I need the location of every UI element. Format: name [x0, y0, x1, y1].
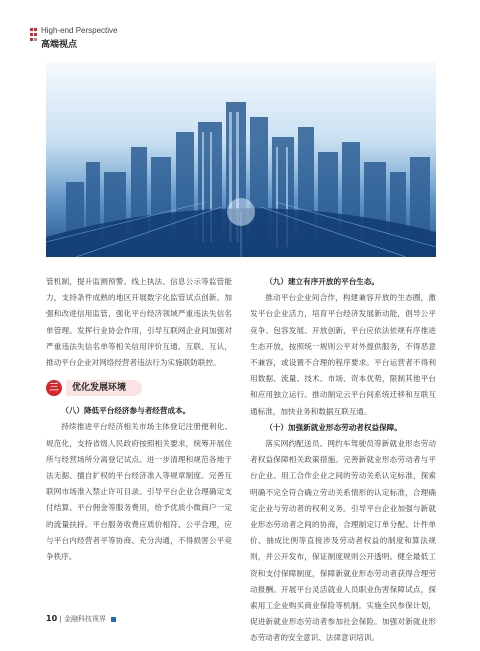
left-column: [46, 274, 232, 565]
paragraph: 推动平台企业间合作，构建兼容开放的生态圈，激发平台企业活力，培育平台经济发展新动能，倡导公平竞争、包容发展、开放创新，平台应依法依规有序推进生态开放，按照统一规则公平对外提供服务，不得恶意不兼容，或设置不合理的程序要求。平台运营者不得利用数据、流量、技术、市场、资本优势，限制其他平台和应用独立运行。推动制定云平台间系统迁移和互联互通标准，加快业务和数据互联互通。: [250, 293, 436, 416]
subheading-8: （八）降低平台经济参与者经营成本。: [61, 406, 191, 416]
section-number-badge: 三: [46, 380, 62, 396]
logo-dots-icon: [30, 28, 37, 46]
subheading-10: （十）加强新就业形态劳动者权益保障。: [265, 422, 402, 432]
paragraph: 落实网约配送员、网约车驾驶员等新就业形态劳动者权益保障相关政策措施。完善新就业形态劳动者与平台企业、用工合作企业之间的劳动关系认定标准，探索明确不完全符合确立劳动关系情形的认定标准，合理确定企业与劳动者的权利义务。引导平台企业加强与新就业形态劳动者之间的协商，合理制定订单分配、计件单价、抽成比例等直接涉及劳动者权益的制度和算法规则，并公开发布，保证制度规则公开透明。健全最低工资和支付保障制度，保障新就业形态劳动者获得合理劳动报酬。开展平台灵活就业人员职业伤害保障试点，探索用工企业购买商业保险等机制。实施全民参保计划，促进新就业形态劳动者参加社会保险。加强对新就业形态劳动者的安全意识、法律意识培训。: [250, 439, 436, 643]
paragraph: 管机制，提升监测预警、线上执法、信息公示等监管能力，支持条件成熟的地区开展数字化监管试点创新。加强和改进信用监管，强化平台经济领域严重违法失信名单管理。发挥行业协会作用，引导互联网企业间加强对严重违法失信名单等相关信用评价互通、互联、互认，推动平台企业对网络经营者违法行为实施联防联控。: [46, 277, 232, 368]
city-skyline-image: [46, 62, 436, 257]
magazine-name: 金融科技视界: [63, 615, 106, 623]
right-column: [250, 274, 436, 647]
header-chinese-title: 高端视点: [41, 40, 78, 50]
section-title: 优化发展环境: [66, 380, 142, 396]
paragraph: 持续推进平台经济相关市场主体登记注册便利化、规范化，支持省级人民政府按照相关要求，统筹开展住所与经营场所分离登记试点。进一步清理和规范各地于法无据、擅自扩权的平台经济准入等规章制度。完善互联网市场准入禁止许可目录。引导平台企业合理确定支付结算、平台佣金等服务费用，给予优质小微商户一定的流量扶持。平台服务收费应质价相符、公平合理，应与平台内经营者平等协商、充分沟通，不得损害公平竞争秩序。: [46, 422, 232, 562]
page-footer: 10 | 金融科技视界: [46, 614, 116, 624]
footer-square-icon: [111, 617, 116, 622]
section-heading: [46, 379, 232, 397]
subheading-9: （九）建立有序开放的平台生态。: [265, 277, 380, 286]
header-english-title: High-end Perspective: [41, 26, 118, 35]
page-number: 10: [46, 614, 58, 623]
